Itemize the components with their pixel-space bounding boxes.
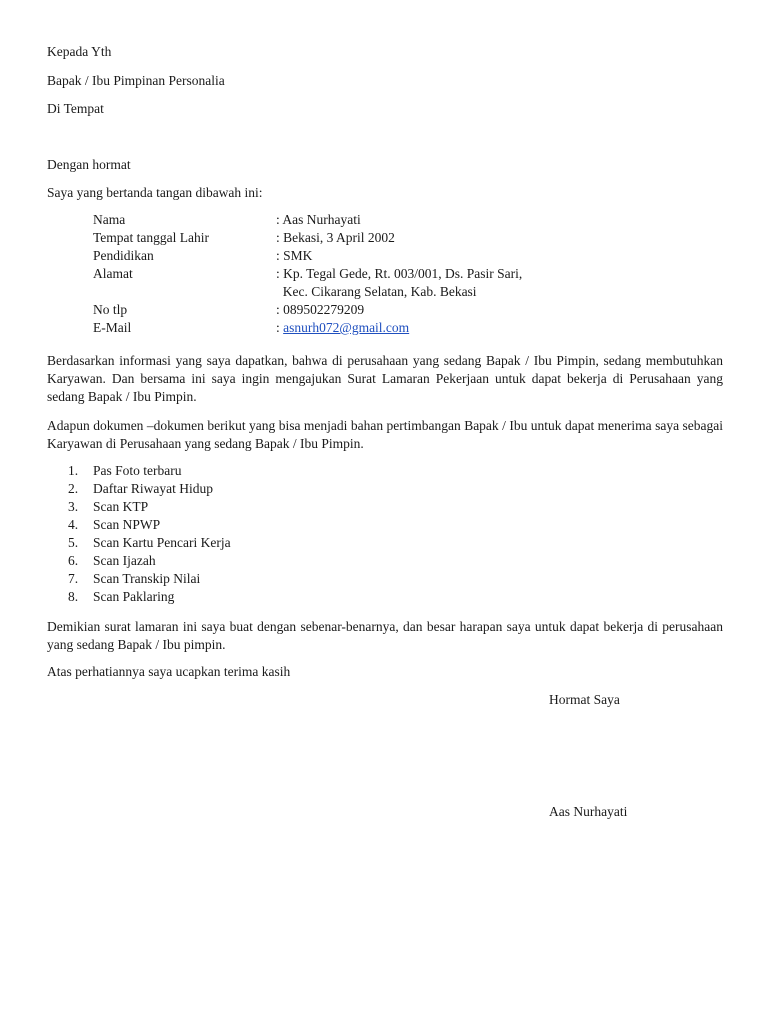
list-text: Scan Paklaring (93, 589, 175, 604)
document-list (68, 462, 231, 606)
list-item (68, 462, 231, 480)
list-item (68, 480, 231, 498)
list-number: 4. (68, 517, 79, 532)
list-number: 2. (68, 481, 79, 496)
list-item (68, 534, 231, 552)
list-item (68, 516, 231, 534)
signature-name: Aas Nurhayati (549, 804, 628, 819)
field-value: : Bekasi, 3 April 2002 (276, 230, 395, 245)
field-row-email (93, 319, 522, 337)
paragraph-3: Demikian surat lamaran ini saya buat dengan sebenar-benarnya, dan besar harapan saya untuk dapat bekerja di perusahaan yang sedang Bapak / Ibu pimpin. (47, 619, 723, 652)
field-value (276, 319, 409, 337)
field-row-address-cont (93, 283, 522, 301)
field-label: No tlp (93, 302, 128, 317)
recipient-line-3: Di Tempat (47, 101, 104, 116)
field-label: Pendidikan (93, 248, 154, 263)
list-text: Scan Kartu Pencari Kerja (93, 535, 231, 550)
paragraph-2: Adapun dokumen –dokumen berikut yang bisa menjadi bahan pertimbangan Bapak / Ibu untuk dapat menerima saya sebagai Karyawan di Perusahaan yang sedang Bapak / Ibu Pimpin. (47, 418, 723, 451)
applicant-details (93, 211, 522, 337)
list-number: 3. (68, 499, 79, 514)
field-label: E-Mail (93, 320, 132, 335)
field-value: Kec. Cikarang Selatan, Kab. Bekasi (276, 284, 477, 299)
list-item (68, 588, 231, 606)
list-text: Daftar Riwayat Hidup (93, 481, 213, 496)
list-number: 6. (68, 553, 79, 568)
recipient-line-2: Bapak / Ibu Pimpinan Personalia (47, 73, 225, 88)
field-value: : 089502279209 (276, 302, 365, 317)
paragraph-1: Berdasarkan informasi yang saya dapatkan, bahwa di perusahaan yang sedang Bapak / Ibu Pimpin, sedang membutuhkan Karyawan. Dan bersama ini saya ingin mengajukan Surat Lamaran Pekerjaan untuk dapat bekerja di Perusahaan yang sedang Bapak / Ibu Pimpin. (47, 353, 723, 404)
field-label: Alamat (93, 266, 133, 281)
list-number: 1. (68, 463, 79, 478)
field-row-birth (93, 229, 522, 247)
list-item (68, 552, 231, 570)
field-row-address (93, 265, 522, 283)
closing-line: Atas perhatiannya saya ucapkan terima kasih (47, 664, 291, 679)
field-row-education (93, 247, 522, 265)
recipient-line-1: Kepada Yth (47, 44, 112, 59)
list-text: Scan Ijazah (93, 553, 156, 568)
list-text: Scan NPWP (93, 517, 161, 532)
field-label: Tempat tanggal Lahir (93, 230, 210, 245)
email-link[interactable]: asnurh072@gmail.com (283, 320, 410, 335)
list-item (68, 498, 231, 516)
field-value: : SMK (276, 248, 313, 263)
list-number: 8. (68, 589, 79, 604)
list-item (68, 570, 231, 588)
list-text: Pas Foto terbaru (93, 463, 182, 478)
field-row-phone (93, 301, 522, 319)
intro-line: Saya yang bertanda tangan dibawah ini: (47, 185, 263, 200)
signature-salutation: Hormat Saya (549, 692, 620, 707)
field-row-name (93, 211, 522, 229)
greeting: Dengan hormat (47, 157, 131, 172)
list-text: Scan Transkip Nilai (93, 571, 201, 586)
field-value: : Kp. Tegal Gede, Rt. 003/001, Ds. Pasir Sari, (276, 266, 523, 281)
list-text: Scan KTP (93, 499, 149, 514)
list-number: 7. (68, 571, 79, 586)
field-label: Nama (93, 212, 126, 227)
list-number: 5. (68, 535, 79, 550)
email-prefix: : (276, 320, 284, 335)
field-value: : Aas Nurhayati (276, 212, 361, 227)
field-label (93, 283, 276, 301)
